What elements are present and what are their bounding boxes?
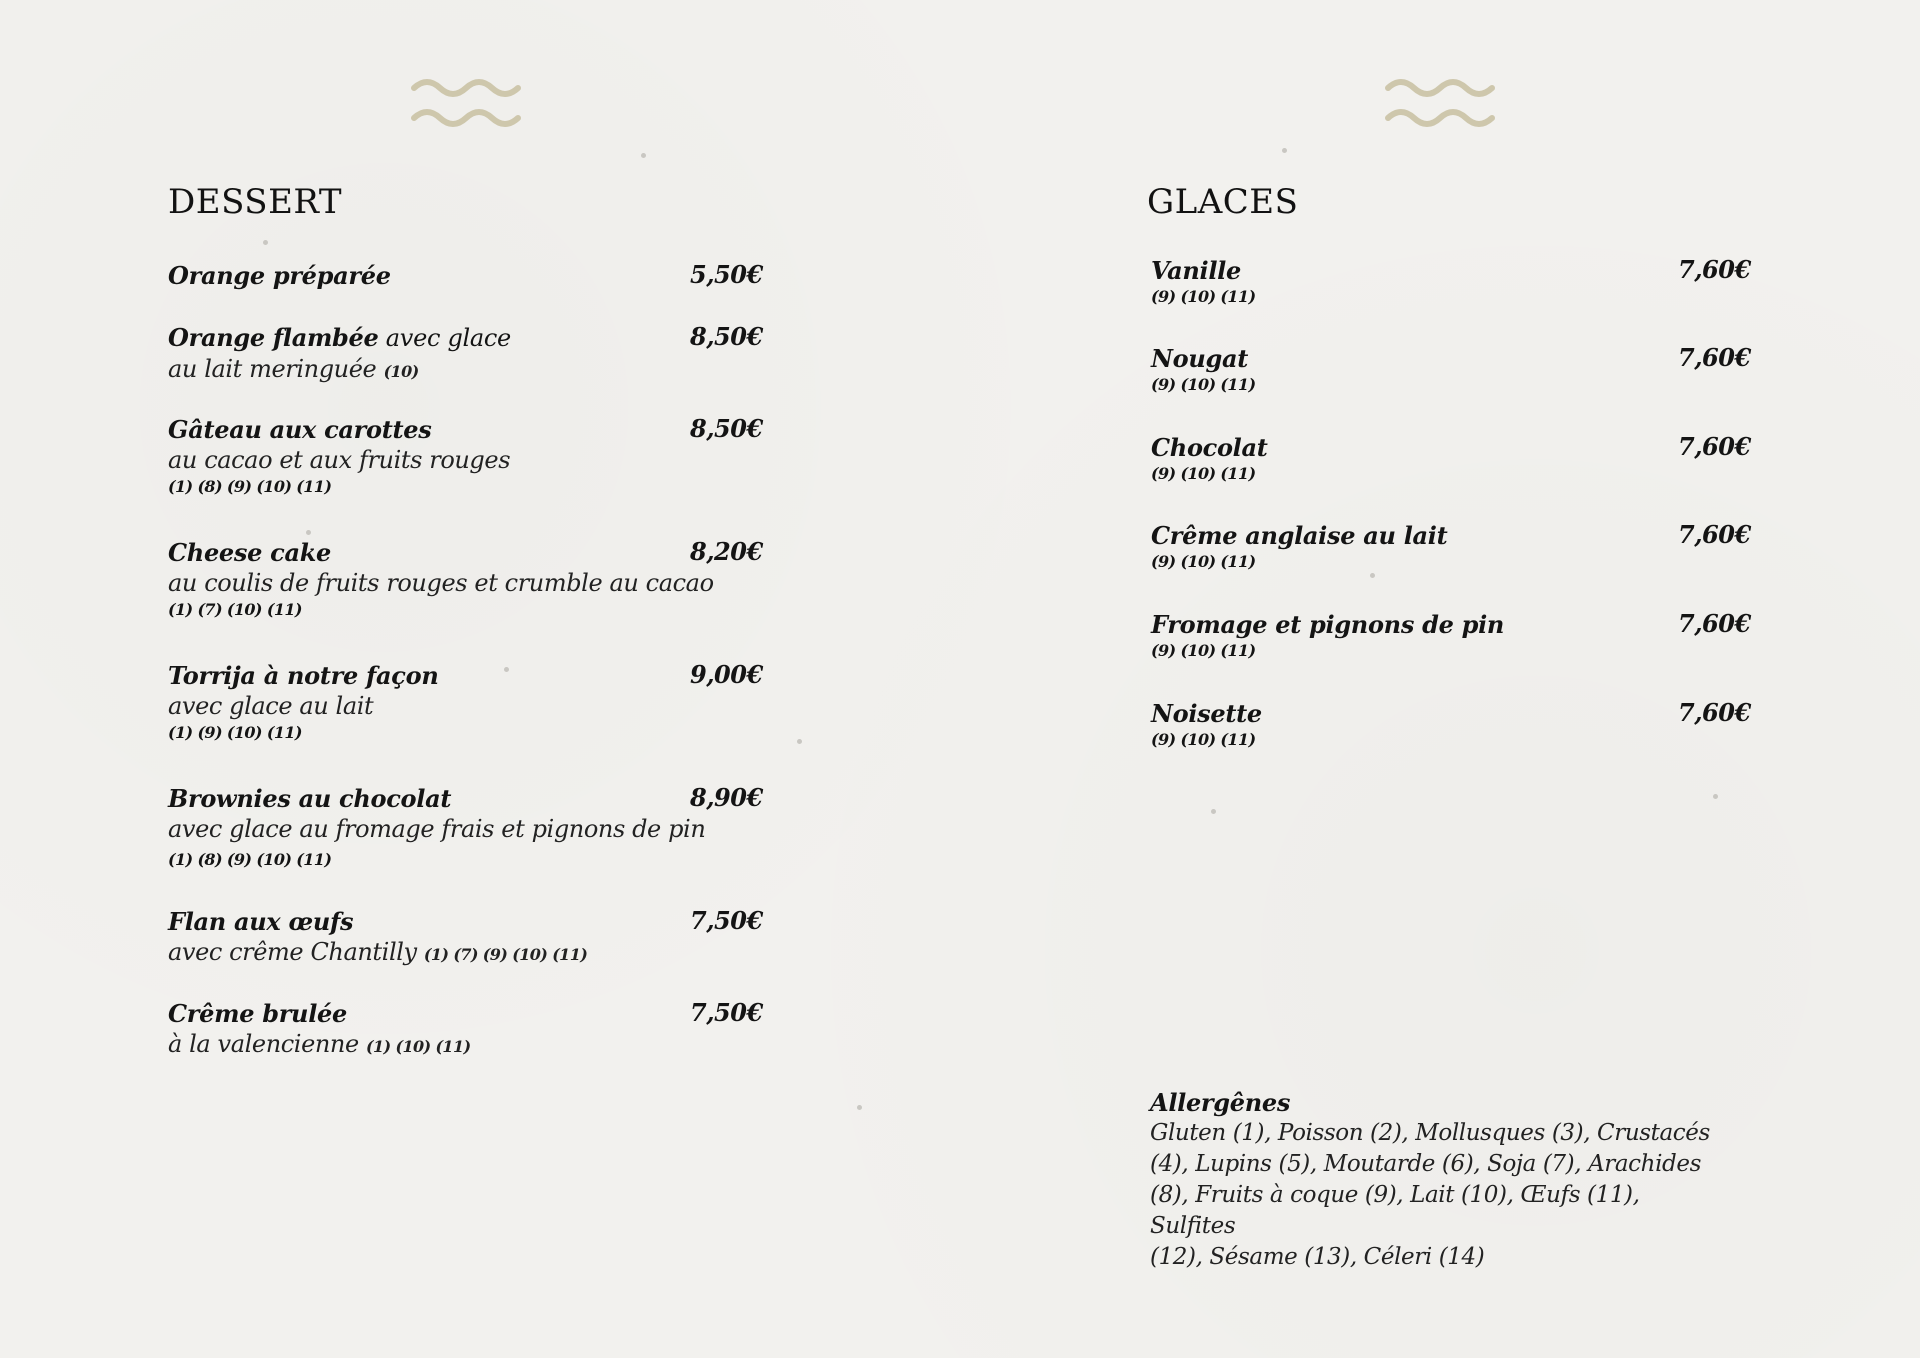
glaces-item-price: 7,60€ — [1678, 520, 1751, 549]
glaces-item-name: Vanille — [1151, 256, 1241, 285]
dessert-item-description: au lait meringuée (10) — [168, 355, 419, 383]
glaces-item-name: Noisette — [1151, 699, 1262, 728]
glaces-item-allergen-codes: (9) (10) (11) — [1151, 287, 1256, 306]
glaces-item — [1151, 432, 1268, 485]
dessert-item-price: 7,50€ — [690, 998, 763, 1027]
glaces-item-price: 7,60€ — [1678, 432, 1751, 461]
dessert-item — [168, 906, 587, 968]
glaces-item-allergen-codes: (9) (10) (11) — [1151, 375, 1256, 394]
glaces-item-allergen-codes: (9) (10) (11) — [1151, 464, 1256, 483]
dessert-item-name: Brownies au chocolat — [168, 784, 452, 813]
glaces-item-allergen-codes: (9) (10) (11) — [1151, 641, 1256, 660]
paper-speck — [857, 1105, 862, 1110]
dessert-item — [168, 537, 714, 621]
glaces-item-allergen-codes: (9) (10) (11) — [1151, 730, 1256, 749]
paper-speck — [1713, 794, 1718, 799]
dessert-item-allergen-codes: (1) (7) (9) (10) (11) — [423, 945, 588, 964]
dessert-item-allergen-codes: (1) (8) (9) (10) (11) — [168, 477, 332, 496]
glaces-item — [1151, 343, 1255, 396]
dessert-item-description: à la valencienne (1) (10) (11) — [168, 1030, 471, 1058]
dessert-item-allergen-codes: (1) (10) (11) — [366, 1037, 471, 1056]
dessert-item-name: Crême brulée — [168, 999, 347, 1028]
glaces-item — [1151, 698, 1262, 751]
dessert-item-price: 5,50€ — [690, 260, 763, 289]
double-wave-ornament-icon — [410, 76, 528, 132]
allergen-legend-line: (4), Lupins (5), Moutarde (6), Soja (7), Arachides — [1150, 1151, 1701, 1177]
allergen-legend-line: (12), Sésame (13), Céleri (14) — [1150, 1244, 1485, 1270]
paper-speck — [1370, 573, 1375, 578]
dessert-item — [168, 260, 391, 291]
dessert-item-allergen-codes: (1) (9) (10) (11) — [168, 723, 302, 742]
dessert-item — [168, 998, 470, 1060]
glaces-item — [1151, 255, 1255, 308]
paper-speck — [797, 739, 802, 744]
dessert-item-allergen-codes: (1) (7) (10) (11) — [168, 600, 302, 619]
dessert-item-description: au coulis de fruits rouges et crumble au cacao — [168, 569, 714, 597]
glaces-item-price: 7,60€ — [1678, 255, 1751, 284]
dessert-item-price: 8,50€ — [690, 414, 763, 443]
glaces-item-name: Nougat — [1151, 344, 1249, 373]
glaces-item-price: 7,60€ — [1678, 609, 1751, 638]
dessert-item-price: 8,20€ — [690, 537, 763, 566]
glaces-item-name: Chocolat — [1151, 433, 1268, 462]
dessert-item-description: au cacao et aux fruits rouges — [168, 446, 511, 474]
dessert-item — [168, 322, 511, 385]
dessert-item-price: 7,50€ — [690, 906, 763, 935]
glaces-section-title: GLACES — [1147, 182, 1299, 222]
dessert-item-price: 8,90€ — [690, 783, 763, 812]
allergen-legend — [1150, 1087, 1710, 1273]
dessert-section-title: DESSERT — [168, 182, 343, 222]
paper-speck — [641, 153, 646, 158]
allergen-legend-line: Gluten (1), Poisson (2), Mollusques (3), Crustacés — [1150, 1120, 1710, 1146]
paper-speck — [263, 240, 268, 245]
dessert-item-name: Torrija à notre façon — [168, 661, 439, 690]
paper-speck — [1211, 809, 1216, 814]
allergen-legend-line: (8), Fruits à coque (9), Lait (10), Œufs (11), Sulfites — [1150, 1182, 1640, 1239]
glaces-item-allergen-codes: (9) (10) (11) — [1151, 552, 1256, 571]
dessert-item-name: Cheese cake — [168, 538, 331, 567]
dessert-item-allergen-codes: (1) (8) (9) (10) (11) — [168, 850, 332, 869]
dessert-item-price: 8,50€ — [690, 322, 763, 351]
glaces-item-price: 7,60€ — [1678, 698, 1751, 727]
dessert-item — [168, 783, 705, 871]
dessert-item-name: Orange préparée — [168, 261, 391, 290]
dessert-item-allergen-codes: (10) — [383, 362, 419, 381]
dessert-item-description: avec glace au fromage frais et pignons de pin — [168, 815, 706, 843]
paper-speck — [306, 530, 311, 535]
dessert-item-price: 9,00€ — [690, 660, 763, 689]
dessert-item-description: avec crême Chantilly (1) (7) (9) (10) (11) — [168, 938, 588, 966]
glaces-item-name: Crême anglaise au lait — [1151, 521, 1448, 550]
dessert-item-name: Flan aux œufs — [168, 907, 354, 936]
dessert-item-name: Orange flambée avec glace — [168, 323, 511, 352]
glaces-item — [1151, 609, 1504, 662]
paper-speck — [1282, 148, 1287, 153]
allergen-legend-title: Allergênes — [1150, 1088, 1291, 1117]
glaces-item-price: 7,60€ — [1678, 343, 1751, 372]
dessert-item-name: Gâteau aux carottes — [168, 415, 432, 444]
dessert-item — [168, 414, 510, 498]
dessert-item — [168, 660, 438, 744]
glaces-item-name: Fromage et pignons de pin — [1151, 610, 1505, 639]
glaces-item — [1151, 520, 1447, 573]
dessert-item-description: avec glace au lait — [168, 692, 374, 720]
paper-speck — [504, 667, 509, 672]
double-wave-ornament-icon — [1384, 76, 1502, 132]
dessert-item-inline-description: avec glace — [378, 324, 511, 352]
